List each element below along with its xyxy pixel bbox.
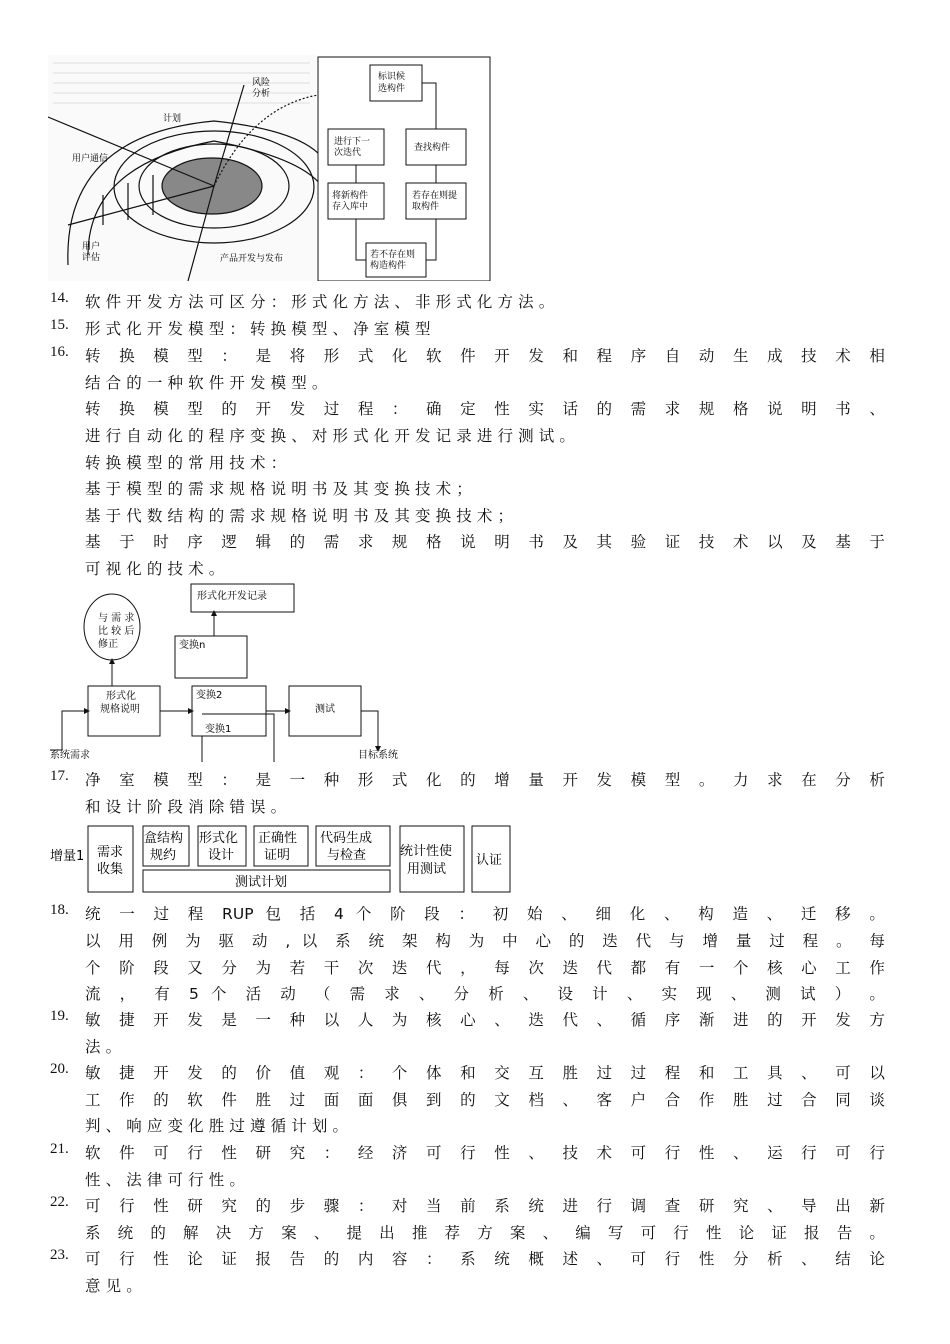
spiral-model-figure xyxy=(48,55,492,281)
fig3-req: 需求 xyxy=(97,845,124,860)
fig2-spec: 形式化 xyxy=(106,691,136,702)
item-14 xyxy=(50,290,900,316)
item-17 xyxy=(50,768,900,820)
item-line: 判 、 响 应 变 化 胜 过 遵 循 计 划 。 xyxy=(85,1117,349,1135)
item-line: 基 于 模 型 的 需 求 规 格 说 明 书 及 其 变 换 技 术 ； xyxy=(85,480,472,498)
flow-identify: 标识候 xyxy=(378,72,406,82)
item-21 xyxy=(50,1141,900,1193)
item-line: 和 设 计 阶 段 消 除 错 误 。 xyxy=(85,798,287,816)
item-line: 意 见 。 xyxy=(85,1277,142,1295)
item-22 xyxy=(50,1194,900,1246)
fig2-t1: 变换1 xyxy=(205,724,232,735)
flow-construct: 若不存在则 xyxy=(370,250,416,260)
item-line: 系 统 的 解 决 方 案 、 提 出 推 荐 方 案 、 编 写 可 行 性 论 证 报 告 。 xyxy=(85,1224,885,1242)
item-number: 18. xyxy=(50,902,69,918)
spiral-label-risk: 风险 xyxy=(252,78,271,88)
item-line: 转 换 模 型 ： 是 将 形 式 化 软 件 开 发 和 程 序 自 动 生 成 技 术 相 xyxy=(85,347,885,365)
item-line: 敏 捷 开 发 的 价 值 观 ： 个 体 和 交 互 胜 过 过 程 和 工 具 、 可 以 xyxy=(85,1064,885,1082)
item-number: 21. xyxy=(50,1141,69,1157)
item-number: 16. xyxy=(50,344,69,360)
item-line: 可 视 化 的 技 术 。 xyxy=(85,560,225,578)
item-line: 基 于 时 序 逻 辑 的 需 求 规 格 说 明 书 及 其 验 证 技 术 以 及 基 于 xyxy=(85,533,885,551)
item-23 xyxy=(50,1247,900,1299)
item-line: 以 用 例 为 驱 动 , 以 系 统 架 构 为 中 心 的 迭 代 与 增 量 过 程 。 每 xyxy=(85,932,885,950)
svg-text:修正: 修正 xyxy=(98,639,118,650)
svg-text:取构件: 取构件 xyxy=(412,202,440,212)
item-line: 可 行 性 论 证 报 告 的 内 容 ： 系 统 概 述 、 可 行 性 分 析 、 结 论 xyxy=(85,1250,885,1268)
svg-text:选构件: 选构件 xyxy=(378,84,406,94)
item-line: 敏 捷 开 发 是 一 种 以 人 为 核 心 、 迭 代 、 循 序 渐 进 的 开 发 方 xyxy=(85,1011,885,1029)
svg-text:用测试: 用测试 xyxy=(407,862,447,877)
item-line: 流 ， 有 5 个 活 动 （ 需 求 、 分 析 、 设 计 、 实 现 、 测 试 ） 。 xyxy=(85,985,885,1003)
fig3-cert: 认证 xyxy=(476,853,503,868)
item-line: 进 行 自 动 化 的 程 序 变 换 、 对 形 式 化 开 发 记 录 进 行 测 试 。 xyxy=(85,427,576,445)
item-number: 22. xyxy=(50,1194,69,1210)
item-line: 转 换 模 型 的 常 用 技 术 ： xyxy=(85,454,287,472)
item-number: 17. xyxy=(50,768,69,784)
svg-text:次迭代: 次迭代 xyxy=(334,148,362,158)
item-line: 统 一 过 程 RUP 包 括 4 个 阶 段 ： 初 始 、 细 化 、 构 造 、 迁 移 。 xyxy=(85,905,885,923)
item-line: 转 换 模 型 的 开 发 过 程 ： 确 定 性 实 话 的 需 求 规 格 说 明 书 、 xyxy=(85,400,885,418)
svg-text:比 较 后: 比 较 后 xyxy=(98,626,135,637)
item-line: 个 阶 段 又 分 为 若 干 次 迭 代 ， 每 次 迭 代 都 有 一 个 核 心 工 作 xyxy=(85,959,885,977)
item-16 xyxy=(50,344,900,584)
item-line: 净 室 模 型 ： 是 一 种 形 式 化 的 增 量 开 发 模 型 。 力 求 在 分 析 xyxy=(85,771,885,789)
item-line: 形 式 化 开 发 模 型 ： 转 换 模 型 、 净 室 模 型 xyxy=(85,320,431,338)
svg-text:与检查: 与检查 xyxy=(327,848,367,863)
fig3-box: 盒结构 xyxy=(144,831,184,846)
spiral-label-user-eval: 用户 xyxy=(82,242,101,252)
svg-text:评估: 评估 xyxy=(82,253,101,263)
item-line: 软 件 可 行 性 研 究 ： 经 济 可 行 性 、 技 术 可 行 性 、 运 行 可 行 xyxy=(85,1144,885,1162)
spiral-label-release: 产品开发与发布 xyxy=(220,254,284,264)
fig3-plan: 测试计划 xyxy=(235,875,288,890)
item-line: 可 行 性 研 究 的 步 骤 ： 对 当 前 系 统 进 行 调 查 研 究 、 导 出 新 xyxy=(85,1197,885,1215)
fig3-label: 增量1 xyxy=(50,849,85,864)
flow-next: 进行下一 xyxy=(334,137,371,147)
item-line: 基 于 代 数 结 构 的 需 求 规 格 说 明 书 及 其 变 换 技 术 ； xyxy=(85,507,514,525)
item-number: 20. xyxy=(50,1061,69,1077)
svg-text:规约: 规约 xyxy=(150,848,177,863)
item-number: 23. xyxy=(50,1247,69,1263)
fig2-output: 目标系统 xyxy=(358,750,398,761)
svg-text:存入库中: 存入库中 xyxy=(332,202,369,212)
item-20 xyxy=(50,1061,900,1141)
flow-find: 查找构件 xyxy=(414,143,451,153)
fig2-tn: 变换n xyxy=(179,640,206,651)
flow-extract: 若存在则提 xyxy=(412,191,458,201)
fig3-code: 代码生成 xyxy=(320,831,373,846)
fig2-compare: 与 需 求 xyxy=(98,613,135,624)
spiral-label-plan: 计划 xyxy=(163,114,182,124)
item-18 xyxy=(50,902,900,1008)
fig3-fd: 形式化 xyxy=(199,831,239,846)
svg-text:规格说明: 规格说明 xyxy=(100,704,140,715)
item-line: 法 。 xyxy=(85,1038,122,1056)
svg-text:收集: 收集 xyxy=(97,862,124,877)
fig3-stat: 统计性使 xyxy=(400,844,453,859)
item-line: 结 合 的 一 种 软 件 开 发 模 型 。 xyxy=(85,374,328,392)
item-line: 工 作 的 软 件 胜 过 面 面 俱 到 的 文 档 、 客 户 合 作 胜 过 合 同 谈 xyxy=(85,1091,885,1109)
item-15 xyxy=(50,317,900,343)
svg-text:证明: 证明 xyxy=(264,848,291,863)
item-number: 19. xyxy=(50,1008,69,1024)
transformation-model-figure xyxy=(48,582,408,762)
item-line: 性 、 法 律 可 行 性 。 xyxy=(85,1171,245,1189)
fig3-proof: 正确性 xyxy=(258,831,298,846)
svg-text:设计: 设计 xyxy=(208,848,235,863)
item-number: 14. xyxy=(50,290,69,306)
fig2-input: 系统需求 xyxy=(50,750,90,761)
item-line: 软 件 开 发 方 法 可 区 分 ： 形 式 化 方 法 、 非 形 式 化 方 法 。 xyxy=(85,293,555,311)
item-number: 15. xyxy=(50,317,69,333)
flow-store: 将新构件 xyxy=(332,191,369,201)
cleanroom-figure xyxy=(48,822,518,894)
fig2-test: 测试 xyxy=(315,704,335,715)
svg-text:分析: 分析 xyxy=(252,89,271,99)
fig2-record: 形式化开发记录 xyxy=(197,591,267,602)
svg-text:构造构件: 构造构件 xyxy=(370,261,407,271)
spiral-label-user-comm: 用户通信 xyxy=(72,154,109,164)
item-19 xyxy=(50,1008,900,1060)
fig2-t2: 变换2 xyxy=(196,690,223,701)
